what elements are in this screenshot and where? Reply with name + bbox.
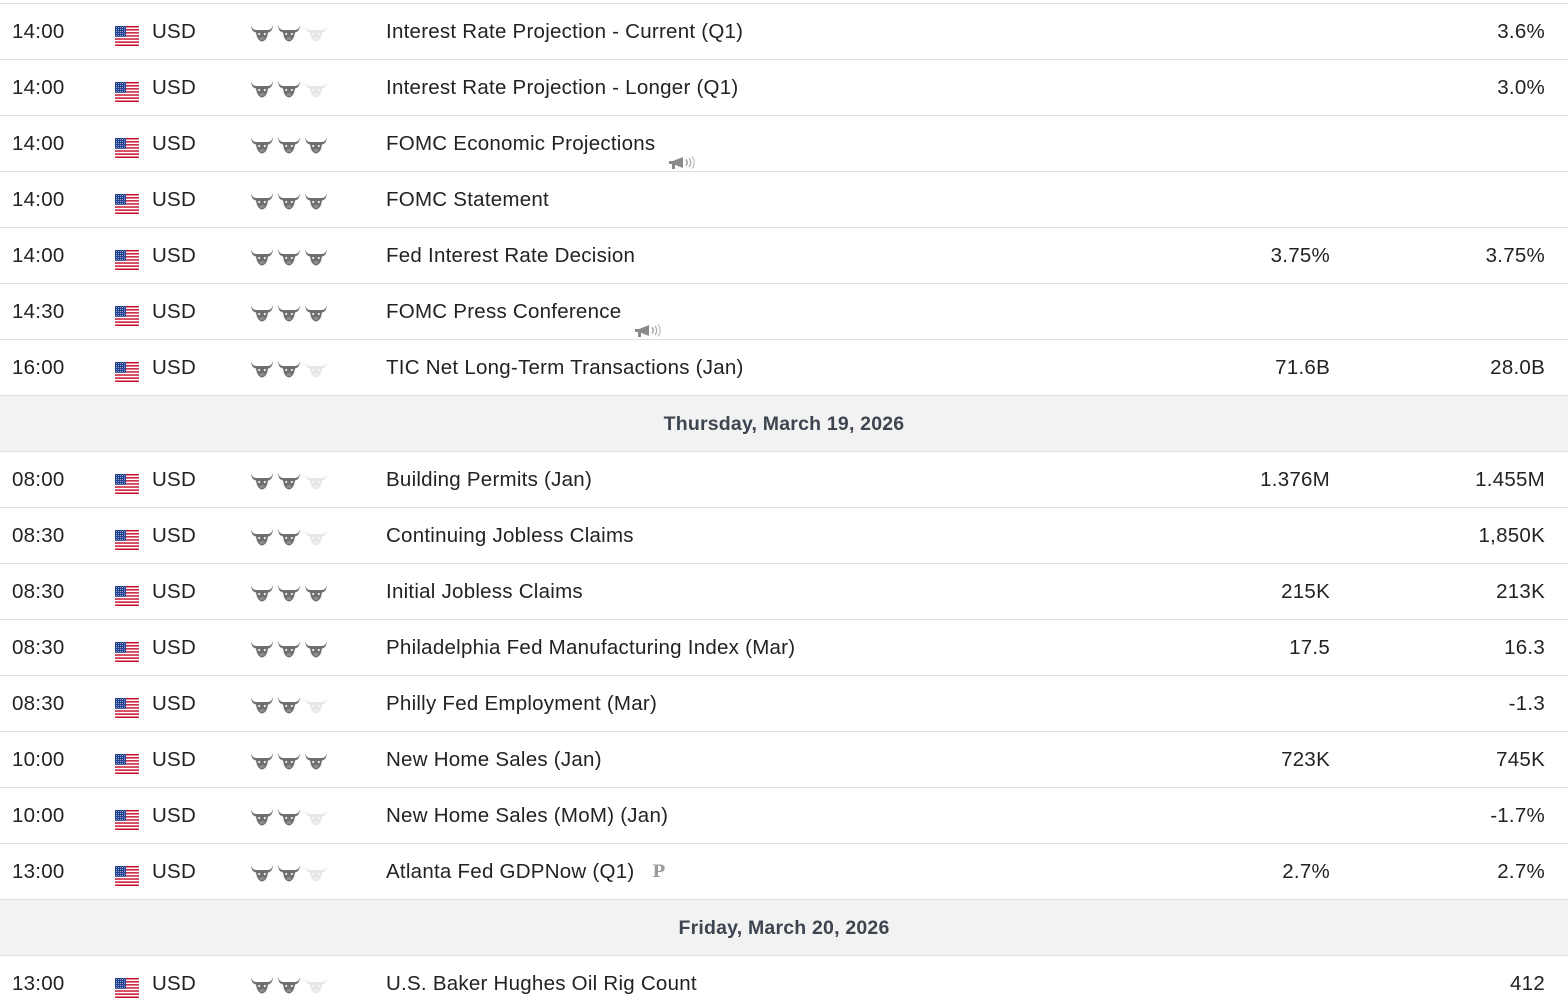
- date-header: Friday, March 20, 2026: [0, 900, 1568, 956]
- country-flag-cell: [115, 586, 139, 606]
- event-name[interactable]: Interest Rate Projection - Longer (Q1): [386, 75, 739, 99]
- bull-icon-inactive: [304, 527, 328, 547]
- event-row[interactable]: [0, 788, 1568, 844]
- country-flag-cell: [115, 810, 139, 830]
- event-row[interactable]: [0, 116, 1568, 172]
- importance-rating: [250, 135, 328, 155]
- event-forecast: 215K: [1281, 580, 1330, 603]
- event-currency: USD: [152, 748, 197, 771]
- us-flag-icon: [115, 810, 139, 830]
- bull-icon: [250, 135, 274, 155]
- event-time: 08:30: [12, 636, 65, 659]
- event-row[interactable]: [0, 844, 1568, 900]
- event-time: 10:00: [12, 804, 65, 827]
- us-flag-icon: [115, 138, 139, 158]
- event-previous: -1.7%: [1490, 804, 1545, 827]
- event-name-cell[interactable]: [386, 564, 583, 619]
- event-previous: 3.0%: [1497, 76, 1545, 99]
- event-time: 08:00: [12, 468, 65, 491]
- bull-icon: [304, 135, 328, 155]
- country-flag-cell: [115, 306, 139, 326]
- us-flag-icon: [115, 250, 139, 270]
- bull-icon: [250, 639, 274, 659]
- importance-rating: [250, 863, 328, 883]
- bull-icon: [277, 695, 301, 715]
- event-row[interactable]: [0, 956, 1568, 1002]
- us-flag-icon: [115, 82, 139, 102]
- bull-icon-inactive: [304, 975, 328, 995]
- us-flag-icon: [115, 586, 139, 606]
- bull-icon: [304, 639, 328, 659]
- bull-icon-inactive: [304, 807, 328, 827]
- bull-icon: [250, 695, 274, 715]
- bull-icon: [250, 583, 274, 603]
- event-currency: USD: [152, 76, 197, 99]
- event-name-cell[interactable]: [386, 452, 592, 507]
- event-previous: 745K: [1496, 748, 1545, 771]
- event-name[interactable]: U.S. Baker Hughes Oil Rig Count: [386, 971, 697, 995]
- event-name[interactable]: FOMC Statement: [386, 187, 549, 211]
- event-currency: USD: [152, 468, 197, 491]
- event-row[interactable]: [0, 676, 1568, 732]
- event-name-cell[interactable]: [386, 956, 697, 1002]
- event-previous: 1,850K: [1478, 524, 1545, 547]
- event-name-cell[interactable]: [386, 732, 602, 787]
- event-forecast: 71.6B: [1275, 356, 1330, 379]
- us-flag-icon: [115, 698, 139, 718]
- event-time: 10:00: [12, 748, 65, 771]
- country-flag-cell: [115, 362, 139, 382]
- event-name[interactable]: Continuing Jobless Claims: [386, 523, 634, 547]
- event-name-cell[interactable]: [386, 620, 795, 675]
- importance-rating: [250, 639, 328, 659]
- event-forecast: 723K: [1281, 748, 1330, 771]
- bull-icon: [250, 975, 274, 995]
- event-name-cell[interactable]: [386, 508, 634, 563]
- event-row[interactable]: [0, 172, 1568, 228]
- bull-icon: [277, 303, 301, 323]
- bull-icon: [304, 247, 328, 267]
- event-name-cell[interactable]: [386, 228, 635, 283]
- us-flag-icon: [115, 866, 139, 886]
- bull-icon: [250, 303, 274, 323]
- event-row[interactable]: [0, 564, 1568, 620]
- country-flag-cell: [115, 698, 139, 718]
- bull-icon: [304, 583, 328, 603]
- event-time: 14:00: [12, 188, 65, 211]
- country-flag-cell: [115, 26, 139, 46]
- importance-rating: [250, 359, 328, 379]
- event-name-cell[interactable]: [386, 172, 549, 227]
- event-name-cell[interactable]: [386, 4, 743, 59]
- bull-icon: [250, 863, 274, 883]
- importance-rating: [250, 695, 328, 715]
- event-row[interactable]: [0, 60, 1568, 116]
- event-time: 16:00: [12, 356, 65, 379]
- event-currency: USD: [152, 972, 197, 995]
- bull-icon-inactive: [304, 359, 328, 379]
- event-currency: USD: [152, 804, 197, 827]
- event-previous: 28.0B: [1490, 356, 1545, 379]
- event-name[interactable]: Philadelphia Fed Manufacturing Index (Mar): [386, 635, 796, 659]
- us-flag-icon: [115, 978, 139, 998]
- bull-icon: [277, 975, 301, 995]
- bull-icon-inactive: [304, 695, 328, 715]
- event-previous: 3.75%: [1485, 244, 1545, 267]
- event-currency: USD: [152, 300, 197, 323]
- event-name[interactable]: FOMC Press Conference: [386, 299, 622, 323]
- event-time: 14:00: [12, 20, 65, 43]
- importance-rating: [250, 583, 328, 603]
- bull-icon: [277, 135, 301, 155]
- us-flag-icon: [115, 306, 139, 326]
- bull-icon: [277, 807, 301, 827]
- event-forecast: 2.7%: [1282, 860, 1330, 883]
- event-time: 14:00: [12, 244, 65, 267]
- importance-rating: [250, 471, 328, 491]
- event-row[interactable]: [0, 340, 1568, 396]
- bull-icon: [250, 79, 274, 99]
- bull-icon: [250, 359, 274, 379]
- event-name[interactable]: Initial Jobless Claims: [386, 579, 583, 603]
- speech-icon: [633, 306, 665, 324]
- country-flag-cell: [115, 82, 139, 102]
- importance-rating: [250, 527, 328, 547]
- importance-rating: [250, 23, 328, 43]
- event-currency: USD: [152, 20, 197, 43]
- event-name[interactable]: Interest Rate Projection - Current (Q1): [386, 19, 744, 43]
- importance-rating: [250, 975, 328, 995]
- country-flag-cell: [115, 754, 139, 774]
- event-currency: USD: [152, 132, 197, 155]
- event-name-cell[interactable]: [386, 116, 699, 171]
- event-previous: 3.6%: [1497, 20, 1545, 43]
- event-forecast: 17.5: [1289, 636, 1330, 659]
- importance-rating: [250, 247, 328, 267]
- speech-icon: [667, 138, 699, 156]
- event-name[interactable]: Philly Fed Employment (Mar): [386, 691, 658, 715]
- bull-icon: [277, 23, 301, 43]
- country-flag-cell: [115, 642, 139, 662]
- event-name-cell[interactable]: [386, 676, 657, 731]
- event-previous: 412: [1510, 972, 1545, 995]
- bull-icon: [250, 23, 274, 43]
- bull-icon: [277, 247, 301, 267]
- us-flag-icon: [115, 26, 139, 46]
- bull-icon: [304, 191, 328, 211]
- bull-icon-inactive: [304, 23, 328, 43]
- bull-icon: [277, 583, 301, 603]
- us-flag-icon: [115, 642, 139, 662]
- event-row[interactable]: [0, 284, 1568, 340]
- us-flag-icon: [115, 754, 139, 774]
- event-currency: USD: [152, 244, 197, 267]
- bull-icon: [277, 639, 301, 659]
- importance-rating: [250, 807, 328, 827]
- bull-icon: [277, 751, 301, 771]
- event-time: 14:00: [12, 76, 65, 99]
- event-previous: 213K: [1496, 580, 1545, 603]
- bull-icon: [277, 863, 301, 883]
- country-flag-cell: [115, 138, 139, 158]
- event-forecast: 1.376M: [1260, 468, 1330, 491]
- bull-icon: [250, 751, 274, 771]
- importance-rating: [250, 303, 328, 323]
- bull-icon-inactive: [304, 471, 328, 491]
- event-name[interactable]: TIC Net Long-Term Transactions (Jan): [386, 355, 744, 379]
- event-row[interactable]: [0, 620, 1568, 676]
- event-name[interactable]: Building Permits (Jan): [386, 467, 593, 491]
- event-currency: USD: [152, 356, 197, 379]
- event-name[interactable]: New Home Sales (Jan): [386, 747, 602, 771]
- bull-icon: [277, 527, 301, 547]
- bull-icon-inactive: [304, 863, 328, 883]
- country-flag-cell: [115, 194, 139, 214]
- event-row[interactable]: [0, 228, 1568, 284]
- event-name[interactable]: Fed Interest Rate Decision: [386, 243, 636, 267]
- bull-icon: [277, 191, 301, 211]
- event-currency: USD: [152, 860, 197, 883]
- event-time: 08:30: [12, 524, 65, 547]
- event-time: 14:30: [12, 300, 65, 323]
- country-flag-cell: [115, 866, 139, 886]
- importance-rating: [250, 191, 328, 211]
- bull-icon: [250, 247, 274, 267]
- event-time: 08:30: [12, 692, 65, 715]
- country-flag-cell: [115, 530, 139, 550]
- event-name[interactable]: Atlanta Fed GDPNow (Q1): [386, 859, 635, 883]
- country-flag-cell: [115, 978, 139, 998]
- us-flag-icon: [115, 474, 139, 494]
- event-currency: USD: [152, 188, 197, 211]
- bull-icon: [304, 751, 328, 771]
- bull-icon: [277, 471, 301, 491]
- event-currency: USD: [152, 524, 197, 547]
- event-time: 14:00: [12, 132, 65, 155]
- bull-icon: [250, 191, 274, 211]
- event-currency: USD: [152, 692, 197, 715]
- date-header: Thursday, March 19, 2026: [0, 396, 1568, 452]
- event-time: 08:30: [12, 580, 65, 603]
- event-row[interactable]: [0, 452, 1568, 508]
- us-flag-icon: [115, 530, 139, 550]
- event-currency: USD: [152, 636, 197, 659]
- bull-icon: [277, 79, 301, 99]
- event-forecast: 3.75%: [1270, 244, 1330, 267]
- bull-icon: [250, 807, 274, 827]
- event-time: 13:00: [12, 972, 65, 995]
- preliminary-icon: P: [652, 861, 666, 882]
- event-name-cell[interactable]: [386, 844, 665, 899]
- bull-icon: [250, 527, 274, 547]
- country-flag-cell: [115, 474, 139, 494]
- event-row[interactable]: [0, 508, 1568, 564]
- event-currency: USD: [152, 580, 197, 603]
- event-previous: 1.455M: [1475, 468, 1545, 491]
- event-previous: -1.3: [1508, 692, 1545, 715]
- us-flag-icon: [115, 194, 139, 214]
- event-name-cell[interactable]: [386, 788, 668, 843]
- event-previous: 16.3: [1504, 636, 1545, 659]
- event-previous: 2.7%: [1497, 860, 1545, 883]
- bull-icon-inactive: [304, 79, 328, 99]
- event-name[interactable]: New Home Sales (MoM) (Jan): [386, 803, 669, 827]
- event-name[interactable]: FOMC Economic Projections: [386, 131, 656, 155]
- us-flag-icon: [115, 362, 139, 382]
- bull-icon: [250, 471, 274, 491]
- importance-rating: [250, 751, 328, 771]
- bull-icon: [304, 303, 328, 323]
- event-row[interactable]: [0, 4, 1568, 60]
- event-name-cell[interactable]: [386, 340, 744, 395]
- event-time: 13:00: [12, 860, 65, 883]
- country-flag-cell: [115, 250, 139, 270]
- importance-rating: [250, 79, 328, 99]
- bull-icon: [277, 359, 301, 379]
- event-row[interactable]: [0, 732, 1568, 788]
- event-name-cell[interactable]: [386, 284, 665, 339]
- event-name-cell[interactable]: [386, 60, 738, 115]
